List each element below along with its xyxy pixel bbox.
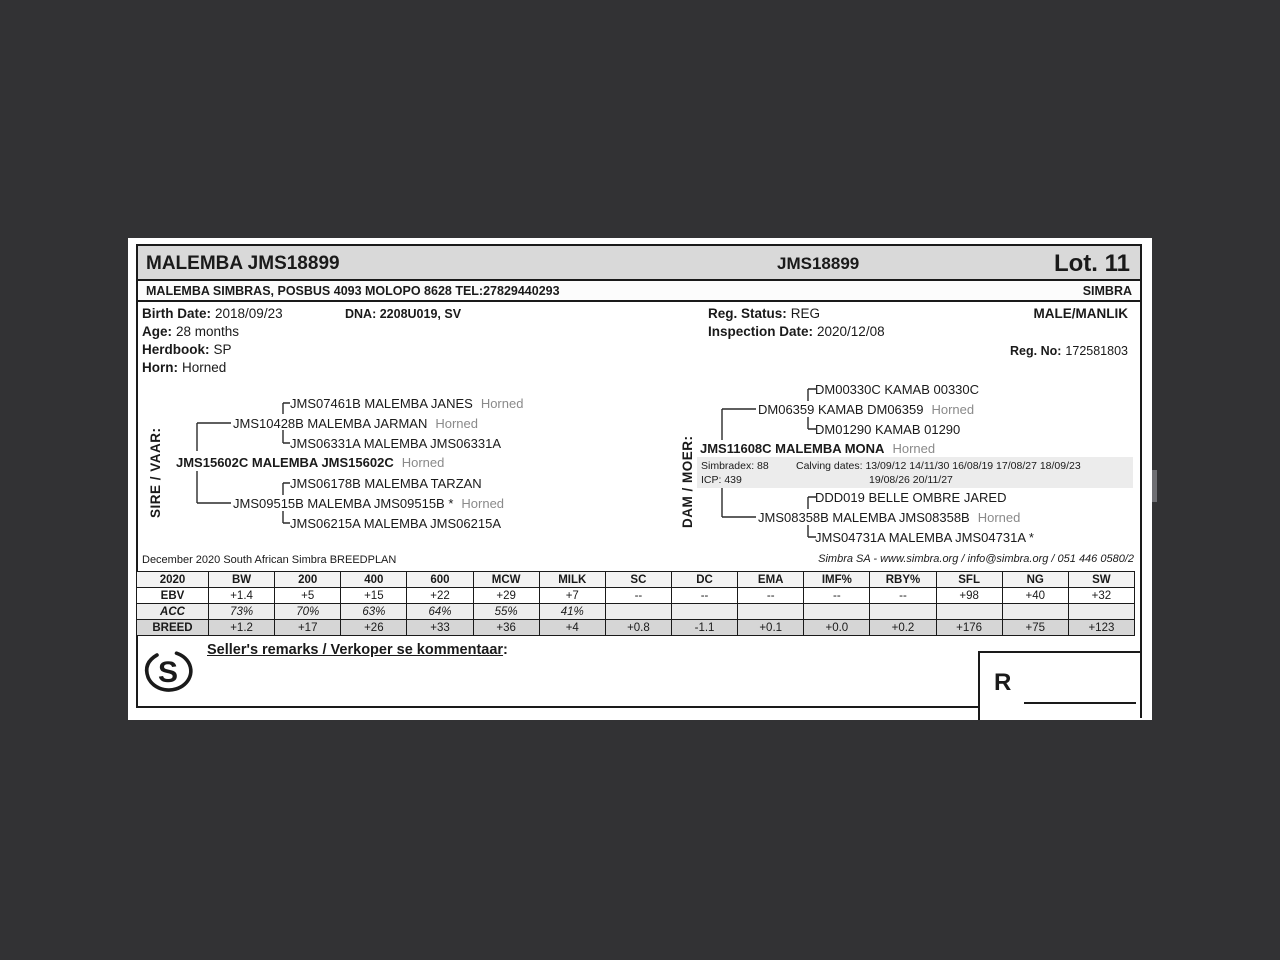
cell: +0.0 <box>804 620 870 636</box>
age-label: Age: <box>142 324 172 339</box>
page-title: MALEMBA JMS18899 <box>146 253 340 274</box>
age-value: 28 months <box>176 324 240 339</box>
col-sw: SW <box>1068 572 1134 588</box>
cell <box>1068 604 1134 620</box>
seller-remarks-label: Seller's remarks / Verkoper se kommentaar <box>207 642 504 658</box>
dam-name <box>700 441 935 456</box>
inspection-date-label: Inspection Date: <box>708 324 814 339</box>
cell: 41% <box>539 604 605 620</box>
reg-status-row <box>708 306 820 321</box>
cell: +40 <box>1002 588 1068 604</box>
col-400: 400 <box>341 572 407 588</box>
animal-name: JMS06178B MALEMBA TARZAN <box>290 476 482 491</box>
dam-grandsire-1 <box>815 382 987 397</box>
cell: -- <box>671 588 737 604</box>
cell: -1.1 <box>671 620 737 636</box>
cell <box>936 604 1002 620</box>
row-label: BREED <box>137 620 209 636</box>
dna-row: DNA: 2208U019, SV <box>345 307 462 321</box>
price-blank-line <box>1024 702 1136 704</box>
animal-name: JMS15602C MALEMBA JMS15602C <box>176 455 394 470</box>
cell: +75 <box>1002 620 1068 636</box>
cell: +22 <box>407 588 473 604</box>
animal-name: JMS08358B MALEMBA JMS08358B <box>758 510 970 525</box>
sire-name <box>176 455 444 470</box>
inspection-date-row <box>708 324 885 339</box>
dam-dam <box>758 510 1020 525</box>
ebv-table <box>136 571 1135 636</box>
cell: -- <box>605 588 671 604</box>
birth-date-value: 2018/09/23 <box>215 306 283 321</box>
cell: +176 <box>936 620 1002 636</box>
animal-name: DM01290 KAMAB 01290 <box>815 422 961 437</box>
cell: 63% <box>341 604 407 620</box>
cell <box>738 604 804 620</box>
animal-name: DM00330C KAMAB 00330C <box>815 382 980 397</box>
horn-status: Horned <box>977 510 1021 525</box>
reg-no-value: 172581803 <box>1065 344 1128 358</box>
lot-number: Lot. 11 <box>1053 250 1130 277</box>
herdbook-label: Herdbook: <box>142 342 210 357</box>
horn-row <box>142 360 226 375</box>
logo-letter: S <box>158 656 179 689</box>
cell: +26 <box>341 620 407 636</box>
horn-value: Horned <box>182 360 227 375</box>
horn-status: Horned <box>401 455 445 470</box>
cell <box>605 604 671 620</box>
col-mcw: MCW <box>473 572 539 588</box>
cell: +36 <box>473 620 539 636</box>
birth-date-row <box>142 306 283 321</box>
cell: +32 <box>1068 588 1134 604</box>
cell: +4 <box>539 620 605 636</box>
horn-status: Horned <box>461 496 505 511</box>
animal-name: JMS10428B MALEMBA JARMAN <box>233 416 428 431</box>
animal-name: JMS06215A MALEMBA JMS06215A <box>290 516 502 531</box>
cell: +0.1 <box>738 620 804 636</box>
table-header-row <box>137 572 1135 588</box>
cell: 55% <box>473 604 539 620</box>
col-200: 200 <box>275 572 341 588</box>
catalog-page <box>128 238 1152 720</box>
sire-granddam-1 <box>290 436 509 451</box>
col-year: 2020 <box>137 572 209 588</box>
sire-dam <box>233 496 504 511</box>
cell: +7 <box>539 588 605 604</box>
sire-grandsire-1 <box>290 396 523 411</box>
dam-grandsire-2 <box>815 490 1014 505</box>
simbra-s-logo <box>140 644 198 698</box>
header-band <box>136 244 1142 281</box>
reg-status-value: REG <box>790 306 821 321</box>
horn-status: Horned <box>480 396 524 411</box>
cell: +17 <box>275 620 341 636</box>
col-milk: MILK <box>539 572 605 588</box>
col-sc: SC <box>605 572 671 588</box>
cell: 73% <box>209 604 275 620</box>
horn-label: Horn: <box>142 360 178 375</box>
col-imf: IMF% <box>804 572 870 588</box>
age-row <box>142 324 239 339</box>
cell <box>804 604 870 620</box>
row-label: ACC <box>137 604 209 620</box>
breedplan-caption: December 2020 South African Simbra BREEDPLAN <box>142 554 397 566</box>
breed-avg-row <box>137 620 1135 636</box>
animal-name: DM06359 KAMAB DM06359 <box>758 402 924 417</box>
breeder-band <box>136 281 1142 302</box>
col-sfl: SFL <box>936 572 1002 588</box>
cell: +0.8 <box>605 620 671 636</box>
reg-no-label: Reg. No: <box>1010 344 1062 358</box>
seller-remarks-colon: : <box>503 642 508 658</box>
col-ng: NG <box>1002 572 1068 588</box>
dam-granddam-2 <box>815 530 1042 545</box>
animal-name: DDD019 BELLE OMBRE JARED <box>815 490 1007 505</box>
dam-sire <box>758 402 974 417</box>
col-600: 600 <box>407 572 473 588</box>
simbradex-value: Simbradex: 88 <box>701 460 769 472</box>
birth-date-label: Birth Date: <box>142 306 212 321</box>
cell: +123 <box>1068 620 1134 636</box>
cell: -- <box>804 588 870 604</box>
dam-granddam-1 <box>815 422 968 437</box>
cell <box>671 604 737 620</box>
cell: 70% <box>275 604 341 620</box>
breed-name: SIMBRA <box>1082 283 1132 298</box>
dam-section-label: DAM / MOER: <box>680 435 695 528</box>
cell <box>870 604 936 620</box>
col-ema: EMA <box>738 572 804 588</box>
sire-sire <box>233 416 478 431</box>
cell: -- <box>870 588 936 604</box>
cell: +33 <box>407 620 473 636</box>
calving-dates-line2: 19/08/26 20/11/27 <box>869 474 953 486</box>
reg-status-label: Reg. Status: <box>708 306 787 321</box>
horn-status: Horned <box>892 441 936 456</box>
sire-granddam-2 <box>290 516 509 531</box>
horn-status: Horned <box>931 402 975 417</box>
animal-name: JMS11608C MALEMBA MONA <box>700 441 885 456</box>
acc-row <box>137 604 1135 620</box>
cell: -- <box>738 588 804 604</box>
cell: +0.2 <box>870 620 936 636</box>
horn-status: Horned <box>435 416 478 431</box>
animal-name: JMS09515B MALEMBA JMS09515B * <box>233 496 454 511</box>
frame-right-border-extension <box>1140 706 1142 718</box>
cell <box>1002 604 1068 620</box>
simbra-contact: Simbra SA - www.simbra.org / info@simbra.org / 051 446 0580/2 <box>818 553 1134 565</box>
reg-no-row <box>1010 344 1128 358</box>
row-label: EBV <box>137 588 209 604</box>
col-rby: RBY% <box>870 572 936 588</box>
cell: +98 <box>936 588 1002 604</box>
sex-badge: MALE/MANLIK <box>1033 306 1128 321</box>
cell: +1.2 <box>209 620 275 636</box>
icp-value: ICP: 439 <box>701 474 742 486</box>
breeder-address: MALEMBA SIMBRAS, POSBUS 4093 MOLOPO 8628 TEL:27829440293 <box>146 283 560 298</box>
sire-section-label: SIRE / VAAR: <box>148 427 163 518</box>
cell: +1.4 <box>209 588 275 604</box>
calving-dates-line1: Calving dates: 13/09/12 14/11/30 16/08/19 17/08/27 18/09/23 <box>796 460 1081 472</box>
cell: +5 <box>275 588 341 604</box>
cell: +29 <box>473 588 539 604</box>
currency-symbol: R <box>994 669 1012 696</box>
herdbook-value: SP <box>213 342 232 357</box>
col-bw: BW <box>209 572 275 588</box>
ebv-row <box>137 588 1135 604</box>
inspection-date-value: 2020/12/08 <box>817 324 885 339</box>
herdbook-row <box>142 342 232 357</box>
animal-name: JMS06331A MALEMBA JMS06331A <box>290 436 502 451</box>
cell: +15 <box>341 588 407 604</box>
dam-stats-band <box>697 457 1133 488</box>
seller-remarks-heading <box>207 642 508 658</box>
animal-name: JMS04731A MALEMBA JMS04731A * <box>815 530 1034 545</box>
animal-id: JMS18899 <box>777 254 860 273</box>
sire-grandsire-2 <box>290 476 490 491</box>
animal-name: JMS07461B MALEMBA JANES <box>290 396 473 411</box>
price-box <box>978 651 1140 720</box>
col-dc: DC <box>671 572 737 588</box>
page-edge-tab <box>1152 470 1157 502</box>
cell: 64% <box>407 604 473 620</box>
